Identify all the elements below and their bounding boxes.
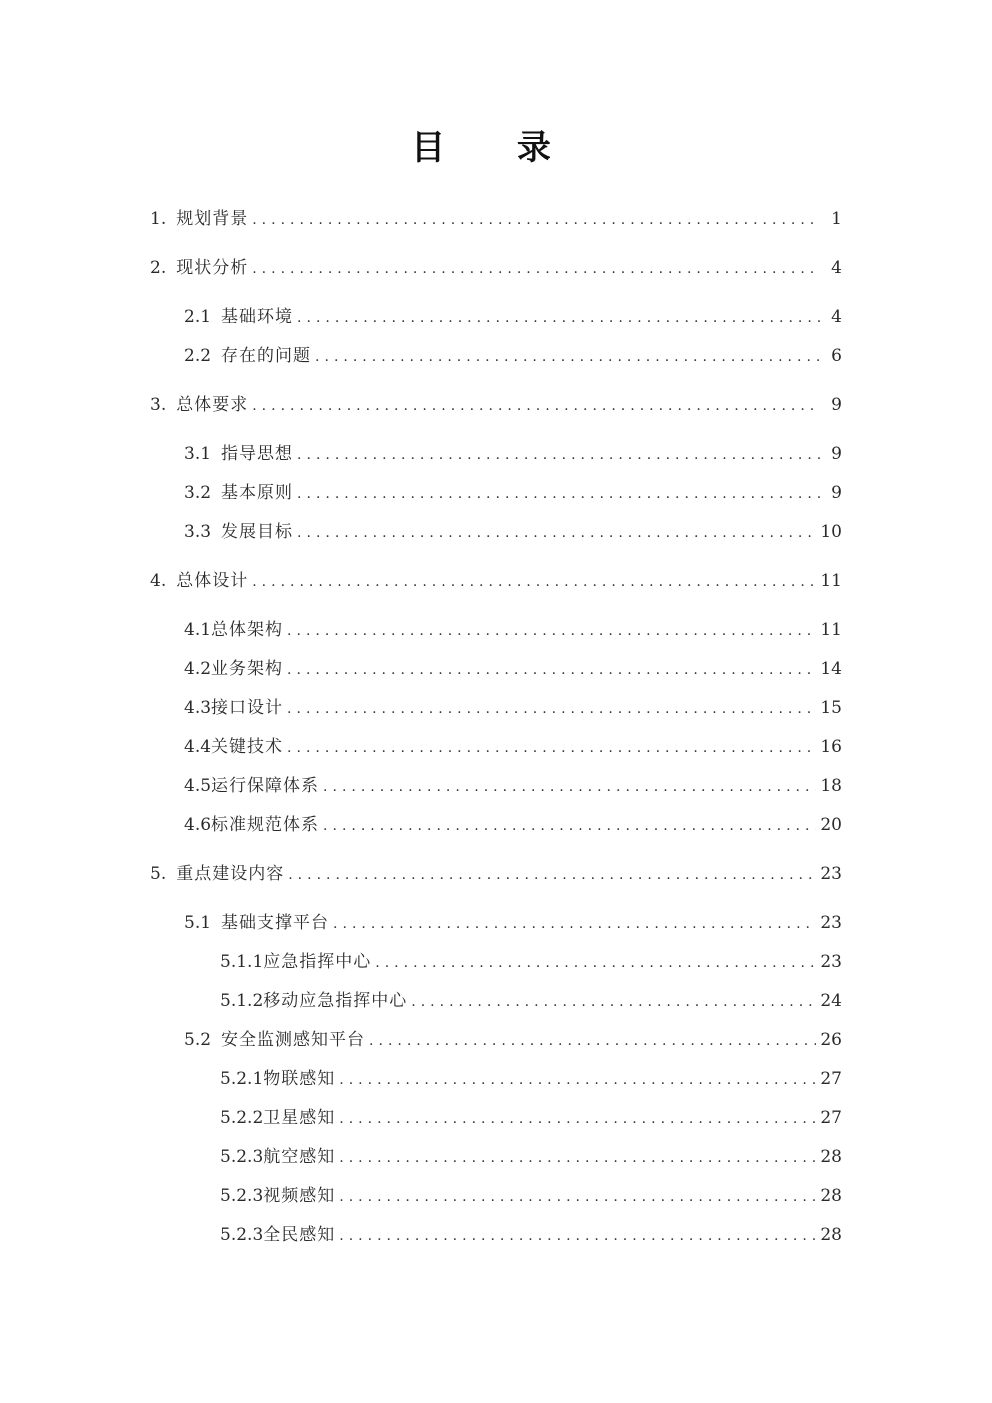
toc-entry[interactable]: [150, 256, 842, 281]
toc-entry[interactable]: [184, 657, 842, 682]
toc-entry-page-number: 1: [831, 209, 842, 229]
toc-entry-page-number: 27: [820, 1069, 842, 1089]
toc-dot-leader: [252, 208, 820, 232]
toc-entry-title: 应急指挥中心: [263, 952, 372, 972]
toc-entry-page-number: 14: [820, 659, 842, 679]
toc-entry-title: 基本原则: [221, 483, 294, 503]
toc-entry[interactable]: [220, 950, 842, 975]
toc-entry[interactable]: [150, 207, 842, 232]
toc-entry-page-number: 4: [831, 307, 842, 327]
toc-entry-number: 5.1.2: [220, 991, 264, 1011]
toc-entry[interactable]: [184, 481, 842, 506]
toc-entry-page-number: 9: [831, 444, 842, 464]
toc-entry-page-number: 6: [831, 346, 842, 366]
toc-entry-title: 重点建设内容: [176, 864, 285, 884]
toc-entry-page-number: 9: [831, 483, 842, 503]
toc-entry[interactable]: [150, 393, 842, 418]
toc-dot-leader: [288, 863, 816, 887]
toc-entry-number: 3.2: [184, 483, 212, 503]
toc-dot-leader: [375, 951, 816, 975]
toc-entry[interactable]: [150, 569, 842, 594]
toc-entry[interactable]: [184, 305, 842, 330]
toc-dot-leader: [339, 1185, 816, 1209]
toc-dot-leader: [252, 570, 816, 594]
toc-entry-number: 5.1: [184, 913, 212, 933]
toc-entry[interactable]: [184, 813, 842, 838]
toc-entry-page-number: 16: [820, 737, 842, 757]
toc-entry-number: 5.: [150, 864, 167, 884]
toc-entry[interactable]: [150, 862, 842, 887]
toc-dot-leader: [287, 736, 816, 760]
toc-dot-leader: [287, 697, 816, 721]
toc-dot-leader: [297, 306, 820, 330]
toc-entry-page-number: 23: [820, 913, 842, 933]
toc-entry[interactable]: [220, 989, 842, 1014]
toc-entry[interactable]: [184, 344, 842, 369]
toc-entry-title: 指导思想: [221, 444, 294, 464]
toc-entry-title: 运行保障体系: [211, 776, 320, 796]
toc-entry-title: 航空感知: [263, 1147, 336, 1167]
toc-entry-number: 4.2: [184, 659, 212, 679]
toc-dot-leader: [323, 814, 816, 838]
toc-entry-page-number: 23: [820, 952, 842, 972]
toc-entry-number: 5.2.3: [220, 1225, 264, 1245]
toc-entry-title: 现状分析: [176, 258, 249, 278]
toc-entry-number: 4.3: [184, 698, 212, 718]
toc-entry[interactable]: [184, 1028, 842, 1053]
toc-entry-title: 全民感知: [263, 1225, 336, 1245]
toc-entry-number: 5.2.1: [220, 1069, 264, 1089]
toc-entry-number: 5.2.2: [220, 1108, 264, 1128]
toc-entry[interactable]: [184, 618, 842, 643]
toc-entry-title: 总体设计: [176, 571, 249, 591]
toc-dot-leader: [287, 619, 816, 643]
toc-entry-number: 5.2: [184, 1030, 212, 1050]
toc-entry-title: 规划背景: [176, 209, 249, 229]
toc-entry-title: 基础环境: [221, 307, 294, 327]
toc-entry-page-number: 28: [820, 1225, 842, 1245]
toc-entry-title: 视频感知: [263, 1186, 336, 1206]
toc-entry[interactable]: [220, 1145, 842, 1170]
toc-entry[interactable]: [184, 520, 842, 545]
toc-entry-page-number: 26: [820, 1030, 842, 1050]
toc-entry-page-number: 23: [820, 864, 842, 884]
toc-entry-title: 基础支撑平台: [221, 913, 330, 933]
toc-entry[interactable]: [220, 1223, 842, 1248]
toc-entry-number: 1.: [150, 209, 167, 229]
toc-entry-page-number: 28: [820, 1186, 842, 1206]
toc-dot-leader: [297, 443, 820, 467]
toc-dot-leader: [252, 257, 820, 281]
toc-entry-title: 物联感知: [263, 1069, 336, 1089]
toc-entry[interactable]: [184, 442, 842, 467]
toc-entry-page-number: 11: [820, 620, 842, 640]
toc-entry-page-number: 24: [820, 991, 842, 1011]
toc-entry-number: 3.3: [184, 522, 212, 542]
toc-entry-page-number: 9: [831, 395, 842, 415]
toc-dot-leader: [297, 482, 820, 506]
toc-entry-title: 业务架构: [211, 659, 284, 679]
toc-entry-number: 5.2.3: [220, 1186, 264, 1206]
toc-entry-title: 总体架构: [211, 620, 284, 640]
toc-entry-title: 接口设计: [211, 698, 284, 718]
toc-entry-number: 2.2: [184, 346, 212, 366]
toc-entry-number: 3.1: [184, 444, 212, 464]
toc-entry-page-number: 4: [831, 258, 842, 278]
toc-entry-title: 总体要求: [176, 395, 249, 415]
toc-entry-number: 5.2.3: [220, 1147, 264, 1167]
toc-entry-page-number: 28: [820, 1147, 842, 1167]
toc-entry-title: 存在的问题: [221, 346, 312, 366]
toc-entry-title: 发展目标: [221, 522, 294, 542]
toc-entry-number: 4.1: [184, 620, 212, 640]
toc-entry-number: 5.1.1: [220, 952, 264, 972]
toc-entry-number: 2.1: [184, 307, 212, 327]
toc-entry-page-number: 18: [820, 776, 842, 796]
toc-entry-number: 4.5: [184, 776, 212, 796]
toc-entry[interactable]: [184, 735, 842, 760]
toc-entry-number: 3.: [150, 395, 167, 415]
toc-dot-leader: [339, 1224, 816, 1248]
toc-dot-leader: [339, 1068, 816, 1092]
toc-entry-title: 移动应急指挥中心: [263, 991, 408, 1011]
toc-dot-leader: [297, 521, 816, 545]
toc-dot-leader: [287, 658, 816, 682]
toc-entry-number: 4.6: [184, 815, 212, 835]
toc-dot-leader: [339, 1146, 816, 1170]
toc-dot-leader: [323, 775, 816, 799]
toc-dot-leader: [252, 394, 820, 418]
toc-dot-leader: [411, 990, 816, 1014]
toc-entry-page-number: 11: [820, 571, 842, 591]
toc-entry-title: 安全监测感知平台: [221, 1030, 366, 1050]
toc-entry-number: 4.: [150, 571, 167, 591]
toc-entry-number: 2.: [150, 258, 167, 278]
toc-dot-leader: [315, 345, 820, 369]
page-title: 目 录: [411, 128, 581, 168]
toc-entry-page-number: 27: [820, 1108, 842, 1128]
toc-dot-leader: [333, 912, 816, 936]
toc-entry-page-number: 15: [820, 698, 842, 718]
toc-entry-page-number: 10: [820, 522, 842, 542]
toc-entry-title: 标准规范体系: [211, 815, 320, 835]
toc-entry-title: 关键技术: [211, 737, 284, 757]
toc-entry[interactable]: [220, 1067, 842, 1092]
toc-entry[interactable]: [220, 1106, 842, 1131]
toc-entry-title: 卫星感知: [263, 1108, 336, 1128]
toc-entry[interactable]: [184, 911, 842, 936]
toc-entry[interactable]: [220, 1184, 842, 1209]
toc-dot-leader: [339, 1107, 816, 1131]
toc-entry-page-number: 20: [820, 815, 842, 835]
toc-dot-leader: [369, 1029, 816, 1053]
toc-entry[interactable]: [184, 696, 842, 721]
toc-entry[interactable]: [184, 774, 842, 799]
toc-entry-number: 4.4: [184, 737, 212, 757]
